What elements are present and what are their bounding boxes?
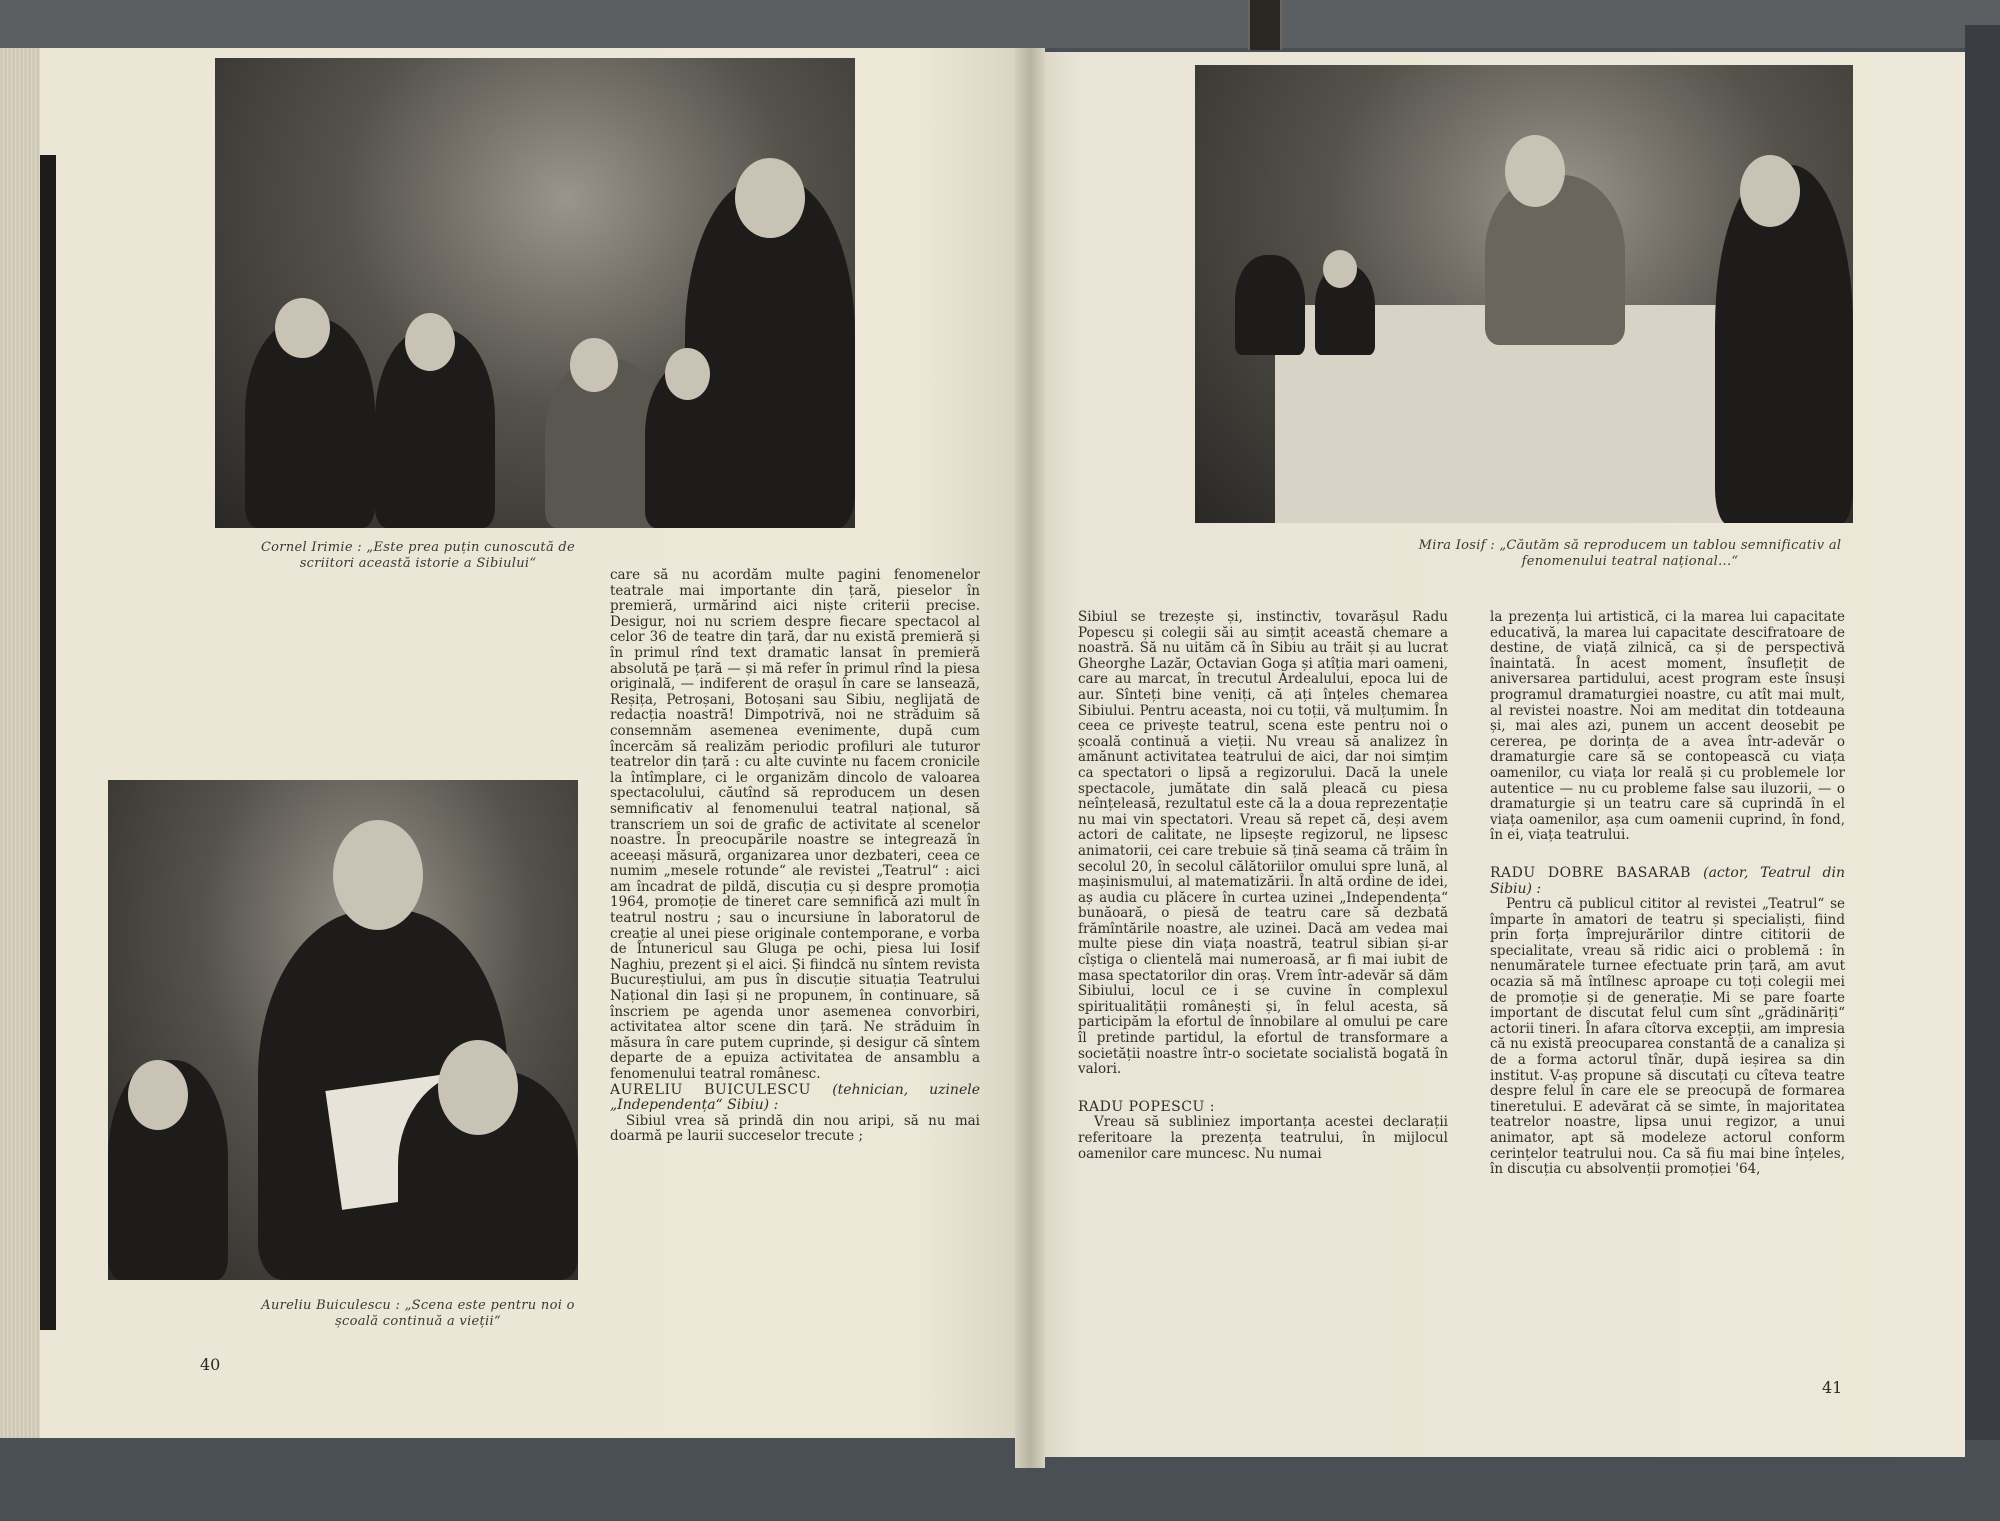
photo-caption-top: Cornel Irimie : „Este prea puțin cunoscută de scriitori această istorie a Sibiului“ [260,540,576,571]
speaker-name: RADU DOBRE BASARAB [1490,864,1691,881]
photo-caption-right: Mira Iosif : „Căutăm să reproducem un tablou semnificativ al fenomenului teatral național...“ [1418,538,1842,569]
article-paragraph: la prezența lui artistică, ci la marea lui capacitate educativă, la marea lui capacitate descifratoare de destine, de viață zilnică, ca și de perspectivă înaintată. În acest moment, însuflețit de aniversarea partidului, acest program este însuși programul dramaturgiei noastre, cu atît mai mult, al revistei noastre. Noi am meditat din totdeauna și, mai ales azi, punem un accent deosebit pe cererea, pe dorința de a avea într-adevăr o dramaturgie care să se contopească cu viața oamenilor, cu viața lor reală și cu problemele lor autentice — nu cu probleme false sau iluzorii, — o dramaturgie și un teatru care să cuprindă în el viața oamenilor, așa cum oamenii cuprind, în fond, în ei, viața teatrului. [1490,610,1845,844]
speaker-paragraph: Vreau să subliniez importanța acestei declarații referitoare la prezența teatrului, în mijlocul oamenilor care muncesc. Nu numai [1078,1114,1448,1162]
book-binding-top [0,0,2000,48]
right-article-column-2 [1490,610,1845,1350]
speaker-role: (actor, Teatrul din Sibiu) : [1490,864,1845,897]
book-cover-board [1965,25,2000,1475]
speaker-paragraph: Pentru că publicul cititor al revistei „Teatrul“ se împarte în amatori de teatru și specialiști, fiind prin forța împrejurărilor dintre cititorii de specialitate, vreau să ridic aici o problemă : în nenumăratele turnee efectuate prin țară, am avut ocazia să mă întîlnesc aproape cu toți colegii mei de promoție și de generație. Mi se pare foarte important de discutat felul cum sînt „grădinăriți“ actorii tineri. În afara cîtorva excepții, am impresia că nu există preocuparea constantă de a canaliza și de a forma actorul tînăr, după ieșirea sa din institut. V-aș propune să discutați cu cîteva teatre despre felul în care ele se preocupă de formarea tineretului. E adevărat că se simte, în majoritatea teatrelor noastre, lipsa unui regizor, a unui animator, apt să modeleze actorul conform cerințelor teatrului nou. Ca să fiu mai bine înțeles, în discuția cu absolvenții promoției '64, [1490,896,1845,1178]
speaker-heading [610,1083,980,1114]
bookmark-strap [1248,0,1282,50]
article-paragraph: care să nu acordăm multe pagini fenomenelor teatrale mai importante din țară, pieselor în premieră, urmărind aici niște criterii precise. Desigur, noi nu scriem despre fiecare spectacol al celor 36 de teatre din țară, dar nu există premieră și în primul rînd text dramatic lansat în premieră absolută pe țară — și mă refer în primul rînd la piesa originală, — indiferent de orașul în care se lansează, Reșița, Petroșani, Botoșani sau Sibiu, neglijată de redacția noastră! Dimpotrivă, noi ne străduim să consemnăm asemenea evenimente, după cum încercăm să realizăm periodic profiluri ale tuturor teatrelor din țară : cu alte cuvinte nu facem cronicile la întîmplare, ci le organizăm dincolo de valoarea spectacolului, căutînd să reproducem un desen semnificativ al fenomenului teatral național, să transcriem un soi de grafic de activitate al scenelor noastre. În preocupările noastre se integrează în aceeași măsură, organizarea unor dezbateri, ceea ce numim „mesele rotunde“ ale revistei „Teatrul“ : aici am încadrat de pildă, discuția cu și despre promoția 1964, promoție de tineret care semnifică azi mult în teatrul nostru ; sau o incursiune în laboratorul de creație al unei piese originale contemporane, e vorba de Întunericul sau Gluga pe ochi, piesa lui Iosif Naghiu, prezent și el aici. Și fiindcă nu sîntem revista Bucureștiului, am pus în discuție situația Teatrului Național din Iași și ne propunem, în continuare, să înscriem pe agenda unor asemenea convorbiri, activitatea altor scene din țară. Ne străduim în măsura în care putem cuprinde, și desigur că sîntem departe de a epuiza activitatea de ansamblu a fenomenului teatral românesc. [610,568,980,1082]
speaker-heading [1490,866,1845,897]
photo-cornel-irimie [215,58,855,528]
left-article-column [610,568,980,1328]
speaker-paragraph: Sibiul vrea să prindă din nou aripi, să nu mai doarmă pe laurii succeselor trecute ; [610,1112,980,1145]
speaker-role: (tehnician, uzinele „Independența“ Sibiu) : [610,1081,980,1114]
photo-aureliu-buiculescu [108,780,578,1280]
photo-caption-bottom: Aureliu Buiculescu : „Scena este pentru noi o școală continuă a vieții“ [261,1298,575,1329]
right-article-column-1 [1078,610,1448,1350]
photo-mira-iosif [1195,65,1853,523]
speaker-heading: RADU POPESCU : [1078,1098,1215,1115]
article-paragraph: Sibiul se trezește și, instinctiv, tovarășul Radu Popescu și colegii săi au simțit această chemare a noastră. Să nu uităm că în Sibiu au trăit și au lucrat Gheorghe Lazăr, Octavian Goga și atîția mari oameni, care au marcat, în trecutul Ardealului, epoca lui de aur. Sînteți bine veniți, că ați înțeles chemarea Sibiului. Pentru aceasta, noi cu toții, vă mulțumim. În ceea ce privește teatrul, scena este pentru noi o școală continuă a vieții. Nu vreau să analizez în amănunt activitatea teatrului de aici, dar noi simțim ca spectatori o lipsă a regizorului. Dacă la unele spectacole, jumătate din sală pleacă cu piesa neînțeleasă, rezultatul este că la a doua reprezentație nu mai vin spectatori. Vreau să repet că, deși avem actori de calitate, ne lipsește regizorul, ne lipsesc animatorii, cei care trebuie să țină seama că trăim în secolul 20, în secolul călătoriilor omului spre lună, al mașinismului, al matematizării. În altă ordine de idei, aș audia cu plăcere în curtea uzinei „Independența“ bunăoară, o piesă de teatru care să dezbată frămîntările noastre, ale uzinei. Dacă am vedea mai multe piese din viața noastră, teatrul sibian și-ar cîștiga o clientelă mai numeroasă, ar fi mai iubit de masa spectatorilor din oraș. Vrem într-adevăr să dăm Sibiului, locul ce i se cuvine în complexul spiritualității românești și, în felul acesta, să participăm la efortul de înnobilare al omului pe care îl pretinde partidul, la efortul de transformare a societății noastre într-o societate socialistă bogată în valori. [1078,610,1448,1078]
page-number-right: 41 [1822,1378,1843,1397]
page-edges [0,48,40,1438]
spine-edge [40,155,56,1330]
page-gutter [1015,48,1045,1468]
speaker-name: AURELIU BUICULESCU [610,1081,811,1098]
page-number-left: 40 [200,1355,221,1374]
